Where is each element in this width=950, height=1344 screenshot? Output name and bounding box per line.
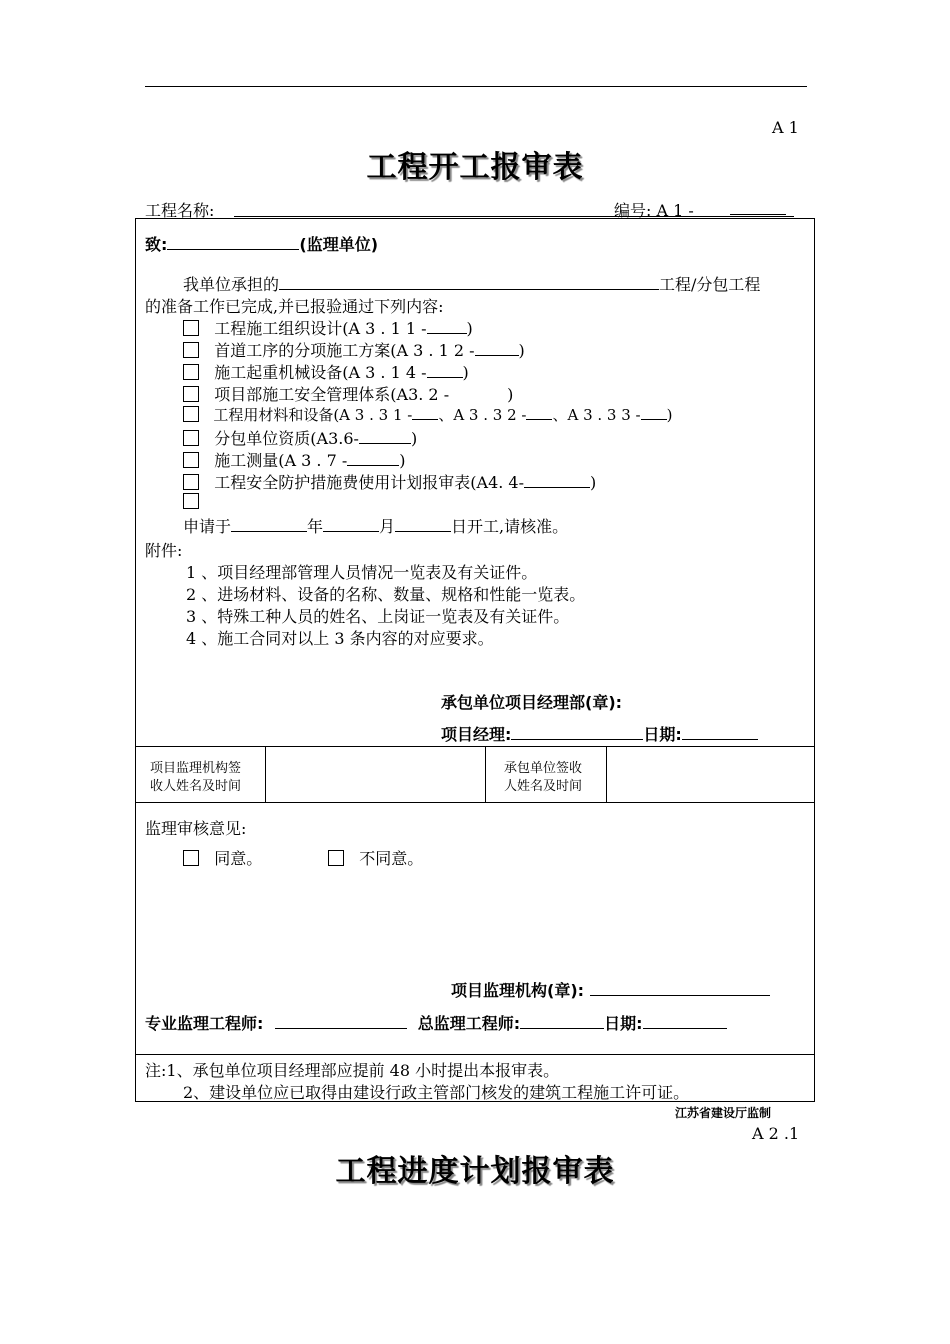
pm-field[interactable] bbox=[511, 724, 643, 740]
footer-org: 江苏省建设厅监制 bbox=[675, 1106, 772, 1120]
month-field[interactable] bbox=[323, 516, 379, 532]
sup-org-line: 项目监理机构(章): bbox=[451, 978, 770, 1001]
checkbox[interactable] bbox=[183, 406, 199, 422]
checkbox[interactable] bbox=[183, 474, 199, 490]
form-number-field[interactable] bbox=[730, 214, 786, 215]
opinion-label: 监理审核意见: bbox=[145, 819, 247, 838]
date-field-2[interactable] bbox=[643, 1013, 727, 1029]
to-label: 致: bbox=[145, 235, 168, 254]
checkbox[interactable] bbox=[183, 452, 199, 468]
contractor-stamp-label: 承包单位项目经理部(章): bbox=[441, 693, 623, 712]
attachment-item: 1 、项目经理部管理人员情况一览表及有关证件。 bbox=[186, 563, 538, 582]
col-divider-3 bbox=[606, 746, 607, 802]
supervisor-sign-field[interactable] bbox=[268, 749, 482, 799]
date-field[interactable] bbox=[682, 724, 758, 740]
supervisor-sign-label: 项目监理机构签 收人姓名及时间 bbox=[150, 761, 242, 794]
pm-line: 项目经理: 日期: bbox=[441, 722, 758, 745]
checklist-item: 首道工序的分项施工方案(A 3 . 1 2 - ) bbox=[183, 338, 525, 361]
note-1: 注:1、承包单位项目经理部应提前 48 小时提出本报审表。 bbox=[145, 1061, 560, 1080]
checklist-item: 施工测量(A 3 . 7 - ) bbox=[183, 448, 406, 471]
intro-line bbox=[183, 272, 760, 295]
checkbox[interactable] bbox=[183, 320, 199, 336]
checkbox[interactable] bbox=[183, 364, 199, 380]
checklist-item: 分包单位资质(A3.6- ) bbox=[183, 426, 417, 449]
day-field[interactable] bbox=[395, 516, 451, 532]
checklist-item: 项目部施工安全管理体系(A3. 2 - ) bbox=[183, 382, 513, 405]
checklist-item-blank bbox=[183, 492, 199, 511]
col-divider-2 bbox=[485, 746, 486, 802]
intro-b: 工程/分包工程 bbox=[659, 275, 761, 294]
contractor-sign-field[interactable] bbox=[609, 749, 809, 799]
year-field[interactable] bbox=[231, 516, 307, 532]
contracted-project-field[interactable] bbox=[279, 274, 659, 290]
form2-title: 工程进度计划报审表 bbox=[335, 1154, 615, 1189]
checkbox[interactable] bbox=[183, 386, 199, 402]
attachment-item: 3 、特殊工种人员的姓名、上岗证一览表及有关证件。 bbox=[186, 607, 570, 626]
note-2: 2、建设单位应已取得由建设行政主管部门核发的建筑工程施工许可证。 bbox=[183, 1083, 690, 1102]
specialist-field[interactable] bbox=[275, 1013, 407, 1029]
form2-code: A 2 .1 bbox=[752, 1124, 800, 1143]
disagree-checkbox[interactable] bbox=[328, 850, 344, 866]
to-suffix: (监理单位) bbox=[299, 235, 379, 254]
checkbox[interactable] bbox=[183, 493, 199, 509]
checklist-item: 工程安全防护措施费使用计划报审表(A4. 4- ) bbox=[183, 470, 596, 493]
form-number-label: 编号: A 1 - bbox=[614, 201, 694, 220]
row-divider-3 bbox=[135, 1054, 814, 1055]
checklist-item: 施工起重机械设备(A 3 . 1 4 - ) bbox=[183, 360, 469, 383]
row-divider-1 bbox=[135, 746, 814, 747]
supervisor-unit-field[interactable] bbox=[167, 234, 299, 250]
chief-field[interactable] bbox=[520, 1013, 604, 1029]
apply-line: 申请于 年 月 日开工,请核准。 bbox=[183, 517, 569, 536]
agree-option: 同意。 bbox=[183, 846, 262, 869]
intro-c: 的准备工作已完成,并已报验通过下列内容: bbox=[145, 297, 444, 316]
to-line bbox=[145, 232, 378, 255]
row-divider-2 bbox=[135, 802, 814, 803]
checkbox[interactable] bbox=[183, 430, 199, 446]
checklist-item: 工程用材料和设备(A 3 . 3 1 - 、A 3 . 3 2 - 、A 3 . 3 3 - ) bbox=[183, 404, 672, 425]
col-divider-1 bbox=[265, 746, 266, 802]
project-name-field[interactable] bbox=[234, 216, 794, 217]
intro-a: 我单位承担的 bbox=[183, 275, 280, 294]
attachments-label: 附件: bbox=[145, 541, 183, 560]
contractor-sign-label: 承包单位签收 人姓名及时间 bbox=[504, 761, 583, 794]
agree-checkbox[interactable] bbox=[183, 850, 199, 866]
attachment-item: 4 、施工合同对以上 3 条内容的对应要求。 bbox=[186, 629, 494, 648]
attachment-item: 2 、进场材料、设备的名称、数量、规格和性能一览表。 bbox=[186, 585, 586, 604]
checkbox[interactable] bbox=[183, 342, 199, 358]
form-title: 工程开工报审表 bbox=[366, 150, 584, 185]
project-name-label: 工程名称: bbox=[145, 201, 215, 220]
checklist-item: 工程施工组织设计(A 3 . 1 1 - ) bbox=[183, 316, 473, 339]
engineer-line: 专业监理工程师: 总监理工程师: 日期: bbox=[145, 1011, 727, 1034]
disagree-option: 不同意。 bbox=[328, 846, 423, 869]
form-code: A 1 bbox=[772, 118, 799, 137]
sup-org-field[interactable] bbox=[590, 980, 770, 996]
top-rule bbox=[145, 86, 807, 87]
